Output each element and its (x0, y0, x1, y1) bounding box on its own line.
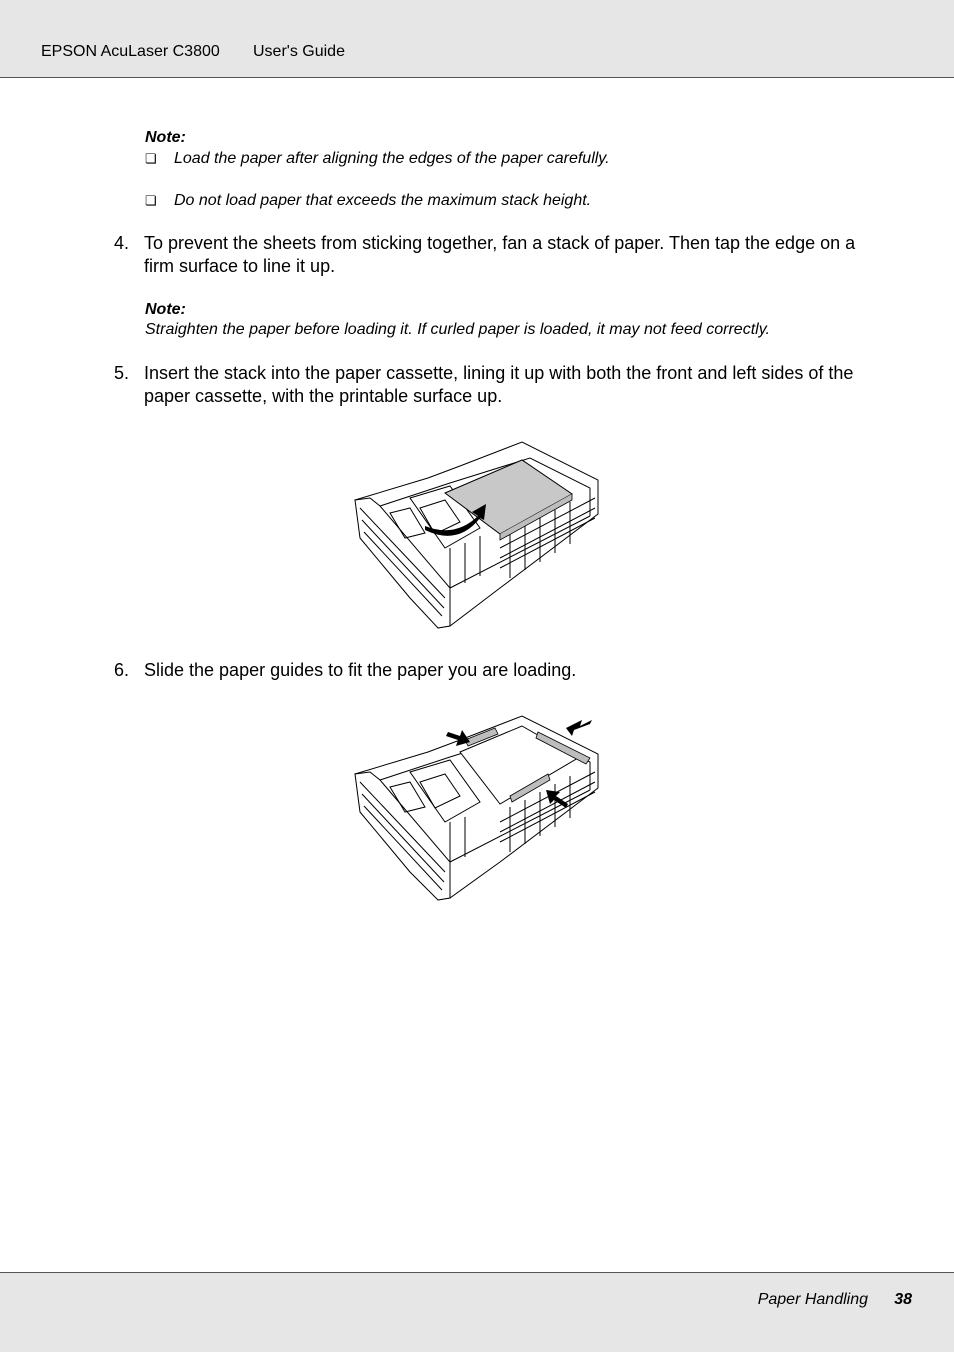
section-name: Paper Handling (757, 1291, 868, 1308)
note-heading: Note: (145, 301, 186, 318)
checkbox-square-icon: ❏ (145, 193, 157, 208)
page-footer (0, 1272, 954, 1352)
page-header (0, 0, 954, 78)
page-number: 38 (894, 1291, 912, 1308)
step-number: 4. (114, 233, 130, 253)
step-text: To prevent the sheets from sticking together, fan a stack of paper. Then tap the edge on a firm surface to line it up. (144, 233, 856, 276)
guide-name: User's Guide (253, 43, 345, 60)
step-text: Insert the stack into the paper cassette, lining it up with both the front and left sides of the paper cassette, with the printable surface up. (144, 363, 854, 406)
product-name: EPSON AcuLaser C3800 (41, 43, 220, 60)
figure-slide-guides (350, 712, 605, 902)
step-number: 6. (114, 660, 130, 680)
note-text: Straighten the paper before loading it. If curled paper is loaded, it may not feed correctly. (145, 321, 770, 338)
note-heading: Note: (145, 129, 186, 146)
step-text: Slide the paper guides to fit the paper you are loading. (144, 660, 577, 680)
note-bullet-text: Do not load paper that exceeds the maximum stack height. (174, 192, 592, 209)
step-number: 5. (114, 363, 130, 383)
note-bullet-text: Load the paper after aligning the edges of the paper carefully. (174, 150, 610, 167)
figure-insert-paper (350, 438, 605, 630)
checkbox-square-icon: ❏ (145, 151, 157, 166)
